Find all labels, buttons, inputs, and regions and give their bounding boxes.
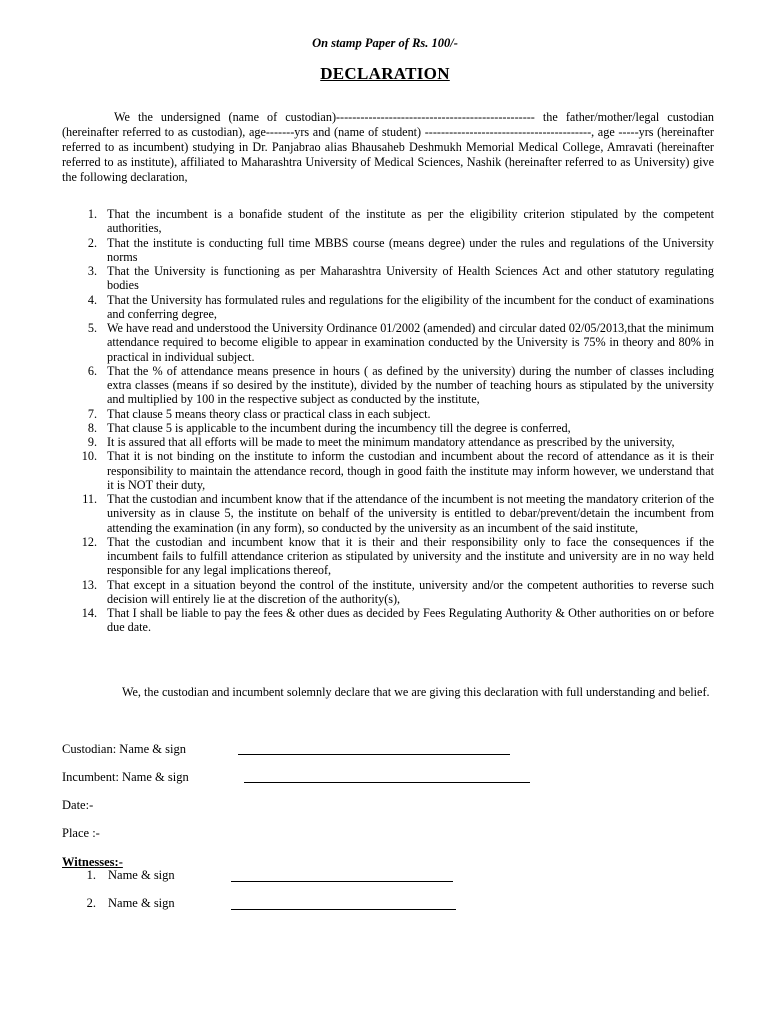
incumbent-sign-label: Incumbent: Name & sign — [62, 770, 189, 784]
clause-item — [62, 207, 714, 236]
clause-item — [62, 236, 714, 265]
clause-item — [62, 293, 714, 322]
closing-paragraph: We, the custodian and incumbent solemnly declare that we are giving this declaration with full understanding and belief. — [122, 685, 710, 699]
intro-paragraph: We the undersigned (name of custodian)------------------------------------------------- the father/mother/legal custodian (hereinafter referred to as custodian), age-------yrs and (name of student) -----------------------------------------, age -----yrs (hereinafter referred to as incumbent) studying in Dr. Panjabrao alias Bhausaheb Deshmukh Memorial Medical College, Amravati (hereinafter referred to as institute), affiliated to Maharashtra University of Medical Sciences, Nashik (hereinafter referred to as University) give the following declaration, — [62, 110, 714, 185]
date-label: Date:- — [62, 798, 94, 812]
clause-text: That clause 5 is applicable to the incumbent during the incumbency till the degree is conferred, — [107, 420, 571, 435]
clause-text: That the University has formulated rules and regulations for the eligibility of the incumbent for the conduct of examinations and conferring degree, — [107, 292, 714, 321]
document-title: DECLARATION — [320, 64, 450, 83]
clause-text: We have read and understood the University Ordinance 01/2002 (amended) and circular dated 02/05/2013,that the minimum attendance required to become eligible to appear in examination conducted by the University is 75% in theory and 80% in practical in individual subject. — [107, 321, 714, 364]
clause-text: That the incumbent is a bonafide student of the institute as per the eligibility criterion stipulated by the competent authorities, — [107, 207, 714, 236]
clause-number: 8. — [87, 420, 97, 435]
custodian-sign-line[interactable] — [238, 754, 510, 755]
incumbent-sign-line[interactable] — [244, 782, 530, 783]
clause-item — [62, 535, 714, 578]
clause-text: That the institute is conducting full time MBBS course (means degree) under the rules and regulations of the University norms — [107, 235, 714, 264]
clause-item — [62, 449, 714, 492]
clause-number: 11. — [82, 492, 97, 506]
witness-number: 2. — [86, 896, 96, 910]
witness-1-sign-line[interactable] — [231, 881, 453, 882]
clause-item — [62, 364, 714, 407]
clause-item — [62, 606, 714, 635]
clause-number: 13. — [81, 577, 97, 592]
clause-text: That clause 5 means theory class or practical class in each subject. — [107, 406, 431, 421]
clause-number: 6. — [87, 363, 97, 378]
clause-text: That except in a situation beyond the control of the institute, university and/or the competent authorities to reverse such decision will entirely lie at the discretion of the authority(s), — [107, 577, 714, 606]
clause-text: That the custodian and incumbent know that if the attendance of the incumbent is not meeting the mandatory criterion of the university as in clause 5, the institute on behalf of the university is entitled to debar/prevent/detain the incumbent from attending the examination (in any form), so conducted by the university as an incumbent of the said institute, — [107, 492, 714, 535]
clause-number: 5. — [87, 321, 97, 335]
clause-item — [62, 421, 714, 435]
custodian-sign-label: Custodian: Name & sign — [62, 742, 186, 756]
clause-number: 9. — [87, 435, 97, 449]
clause-number: 10. — [81, 449, 97, 464]
clause-number: 3. — [87, 264, 97, 278]
place-label: Place :- — [62, 826, 100, 840]
witness-name-sign-label: Name & sign — [108, 868, 175, 882]
witness-2-sign-line[interactable] — [231, 909, 456, 910]
clause-number: 14. — [81, 606, 97, 620]
clause-item — [62, 492, 714, 535]
clause-text: It is assured that all efforts will be made to meet the minimum mandatory attendance as prescribed by the university, — [107, 435, 675, 449]
clause-text: That it is not binding on the institute to inform the custodian and incumbent about the record of attendance as it is their responsibility to maintain the attendance record, though in good faith the institute may inform however, we understand that it is NOT their duty, — [107, 449, 714, 492]
witnesses-heading: Witnesses:- — [62, 855, 123, 869]
clause-number: 1. — [87, 207, 97, 221]
witness-name-sign-label: Name & sign — [108, 896, 175, 910]
clause-text: That the University is functioning as per Maharashtra University of Health Sciences Act and other statutory regulating bodies — [107, 264, 714, 293]
clause-text: That I shall be liable to pay the fees & other dues as decided by Fees Regulating Authority & Other authorities on or before due date. — [107, 606, 714, 635]
clause-text: That the custodian and incumbent know that it is their and their responsibility only to face the consequences if the incumbent fails to fulfill attendance criterion as stipulated by university and the institute and university are in no way held responsible for any legal implications thereof, — [107, 534, 714, 578]
clause-number: 7. — [87, 406, 97, 421]
clause-number: 12. — [81, 534, 97, 549]
clause-item — [62, 321, 714, 364]
clause-item — [62, 264, 714, 293]
stamp-paper-note: On stamp Paper of Rs. 100/- — [312, 36, 458, 50]
clause-number: 2. — [87, 235, 97, 250]
witness-number: 1. — [86, 868, 96, 882]
clause-item — [62, 435, 714, 449]
clause-text: That the % of attendance means presence in hours ( as defined by the university) during the number of classes including extra classes (means if so desired by the institute), divided by the number of teaching hours as stipulated by the university and multiplied by 100 in the respective subject as conducted by the institute, — [107, 363, 714, 407]
clause-item — [62, 407, 714, 421]
clause-item — [62, 578, 714, 607]
clause-number: 4. — [87, 292, 97, 307]
clause-list — [62, 207, 714, 635]
